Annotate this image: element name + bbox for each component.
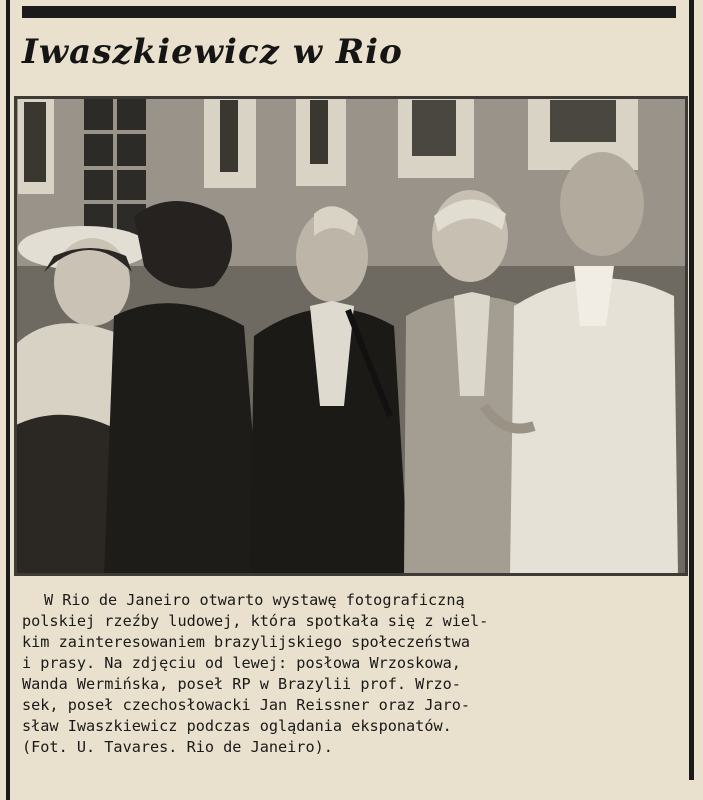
column-border-right xyxy=(689,0,694,780)
caption-line: Wanda Wermińska, poseł RP w Brazylii prof. Wrzo- xyxy=(22,675,461,693)
article-headline: Iwaszkiewicz w Rio xyxy=(22,32,403,72)
header-rule xyxy=(22,6,676,18)
caption-line: sław Iwaszkiewicz podczas oglądania eksponatów. xyxy=(22,717,452,735)
caption-line: polskiej rzeźby ludowej, która spotkała się z wiel- xyxy=(22,612,489,630)
caption-line: W Rio de Janeiro otwarto wystawę fotograficzną xyxy=(44,591,465,609)
news-photograph xyxy=(14,96,688,576)
column-border-left xyxy=(6,0,10,800)
photograph-icon xyxy=(14,96,688,576)
caption-line: sek, poseł czechosłowacki Jan Reissner oraz Jaro- xyxy=(22,696,471,714)
caption-line: (Fot. U. Tavares. Rio de Janeiro). xyxy=(22,738,333,756)
caption-line: i prasy. Na zdjęciu od lewej: posłowa Wrzoskowa, xyxy=(22,654,461,672)
photo-caption xyxy=(22,590,670,758)
caption-line: kim zainteresowaniem brazylijskiego społeczeństwa xyxy=(22,633,471,651)
